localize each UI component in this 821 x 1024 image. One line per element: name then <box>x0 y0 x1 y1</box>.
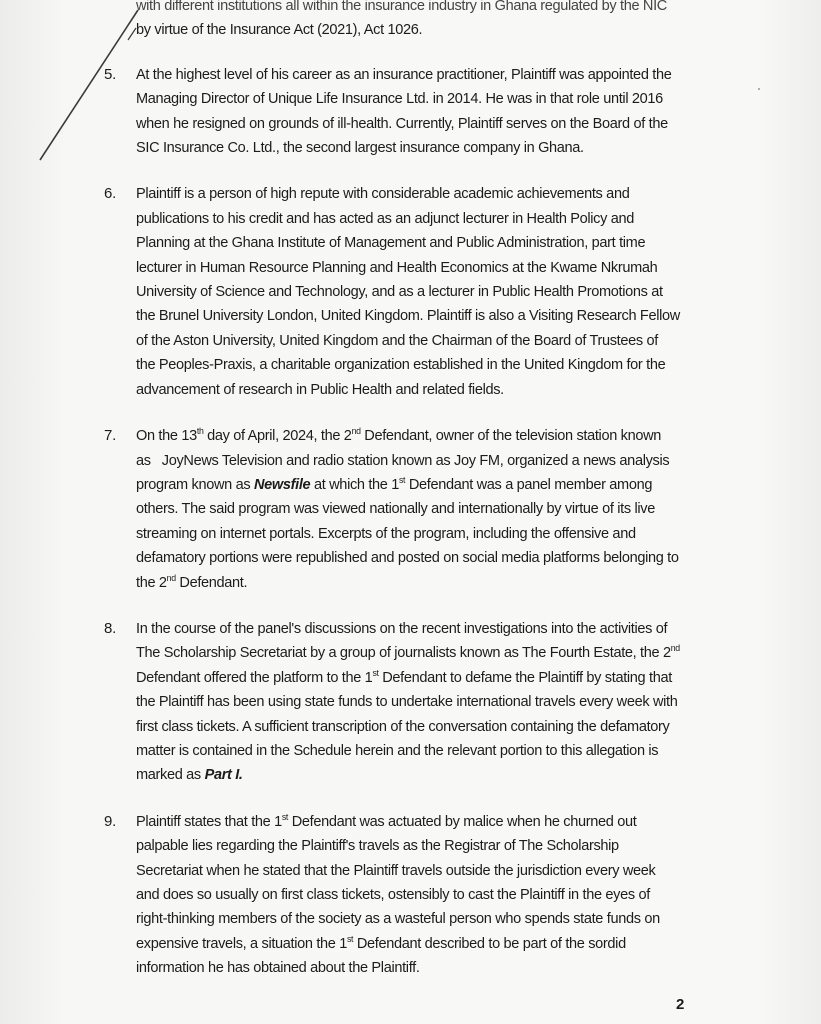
text-line: information he has obtained about the Plaintiff. <box>136 959 420 977</box>
text-line: the Peoples-Praxis, a charitable organization established in the United Kingdom for the <box>136 356 666 374</box>
part-reference: Part I. <box>204 766 243 784</box>
text-line <box>136 763 677 787</box>
paragraph-number: 6. <box>104 185 117 203</box>
paragraph-number: 7. <box>104 427 117 445</box>
text-run: On the 13 <box>136 427 197 445</box>
text-line: Plaintiff is a person of high repute with considerable academic achievements and <box>136 185 630 203</box>
text-line: defamatory portions were republished and posted on social media platforms belonging to <box>136 549 679 567</box>
text-line: with different institutions all within the insurance industry in Ghana regulated by the NIC <box>136 0 667 14</box>
page-number: 2 <box>676 996 685 1013</box>
text-run: marked as <box>136 766 205 784</box>
text-line: of the Aston University, United Kingdom and the Chairman of the Board of Trustees of <box>136 331 658 349</box>
text-line: others. The said program was viewed nationally and internationally by virtue of its live <box>136 500 656 518</box>
paragraph-text <box>136 182 680 402</box>
text-line: Secretariat when he stated that the Plaintiff travels outside the jurisdiction every week <box>136 861 656 879</box>
text-line <box>136 666 677 690</box>
text-run: Plaintiff states that the 1 <box>136 812 282 830</box>
paragraph-4-continuation <box>104 0 704 43</box>
paragraph-number: 5. <box>104 65 117 83</box>
paragraph-number: 9. <box>104 812 117 830</box>
text-line: as JoyNews Television and radio station known as Joy FM, organized a news analysis <box>136 451 670 469</box>
paragraph-text <box>136 63 677 161</box>
text-line: University of Science and Technology, and as a lecturer in Public Health Promotions at <box>136 283 663 301</box>
text-line: right-thinking members of the society as a wasteful person who spends state funds on <box>136 910 660 928</box>
text-line <box>136 424 677 448</box>
text-line <box>136 932 677 956</box>
text-line: publications to his credit and has acted as an adjunct lecturer in Health Policy and <box>136 209 635 227</box>
superscript: nd <box>166 572 176 583</box>
text-line: and does so usually on first class tickets, ostensibly to cast the Plaintiff in the eyes of <box>136 886 650 903</box>
superscript: th <box>196 426 204 437</box>
text-line: first class tickets. A sufficient transcription of the conversation containing the defamatory <box>136 717 670 735</box>
scan-speck <box>758 88 760 90</box>
superscript: nd <box>670 643 680 654</box>
text-line <box>136 810 677 834</box>
text-run: day of April, 2024, the 2 <box>203 427 352 445</box>
text-line: by virtue of the Insurance Act (2021), Act 1026. <box>136 21 423 39</box>
text-line: lecturer in Human Resource Planning and Health Economics at the Kwame Nkrumah <box>136 258 658 276</box>
superscript: nd <box>351 426 361 437</box>
text-run: program known as <box>136 475 254 493</box>
text-line: the Plaintiff has been using state funds to undertake international travels every week with <box>136 693 678 711</box>
text-run: Defendant was actuated by malice when he churned out <box>287 812 637 830</box>
paragraph-6 <box>104 182 704 402</box>
superscript: st <box>372 667 379 678</box>
text-line: At the highest level of his career as an insurance practitioner, Plaintiff was appointed the <box>136 65 672 83</box>
text-run: expensive travels, a situation the 1 <box>136 934 348 952</box>
document-body <box>104 0 704 1003</box>
text-line: when he resigned on grounds of ill-health. Currently, Plaintiff serves on the Board of the <box>136 114 668 132</box>
text-run: at which the 1 <box>310 475 400 493</box>
text-line: matter is contained in the Schedule herein and the relevant portion to this allegation is <box>136 741 659 759</box>
paragraph-7 <box>104 424 704 595</box>
text-run: Defendant to defame the Plaintiff by stating that <box>378 668 672 686</box>
text-line: In the course of the panel's discussions on the recent investigations into the activities of <box>136 619 668 637</box>
text-line: streaming on internet portals. Excerpts of the program, including the offensive and <box>136 524 636 542</box>
paragraph-text <box>136 617 680 788</box>
superscript: st <box>399 474 406 485</box>
text-line: palpable lies regarding the Plaintiff's travels as the Registrar of The Scholarship <box>136 837 619 855</box>
text-line <box>136 571 677 595</box>
text-run: Defendant. <box>175 573 248 591</box>
text-run: Defendant was a panel member among <box>405 475 653 493</box>
text-line: the Brunel University London, United Kingdom. Plaintiff is also a Visiting Research Fellow <box>136 307 680 325</box>
paragraph-8 <box>104 617 704 788</box>
text-run: the 2 <box>136 573 167 591</box>
text-line <box>136 473 677 497</box>
paragraph-number: 8. <box>104 619 117 637</box>
paragraph-text <box>136 0 677 43</box>
text-line: advancement of research in Public Health and related fields. <box>136 380 504 398</box>
text-line <box>136 641 680 665</box>
text-line: Planning at the Ghana Institute of Management and Public Administration, part time <box>136 234 646 252</box>
superscript: st <box>281 811 288 822</box>
paragraph-5 <box>104 63 704 161</box>
paragraph-text <box>136 424 677 595</box>
program-name: Newsfile <box>253 475 311 493</box>
text-run: Defendant offered the platform to the 1 <box>136 668 373 686</box>
text-run: Defendant, owner of the television station known <box>360 427 662 445</box>
paragraph-text <box>136 810 677 981</box>
text-run: Defendant described to be part of the sordid <box>353 934 626 952</box>
superscript: st <box>347 933 354 944</box>
text-run: The Scholarship Secretariat by a group of journalists known as The Fourth Estate, the 2 <box>136 644 671 662</box>
text-line: Managing Director of Unique Life Insurance Ltd. in 2014. He was in that role until 2016 <box>136 90 663 108</box>
paragraph-9 <box>104 810 704 981</box>
text-line: SIC Insurance Co. Ltd., the second largest insurance company in Ghana. <box>136 139 584 157</box>
